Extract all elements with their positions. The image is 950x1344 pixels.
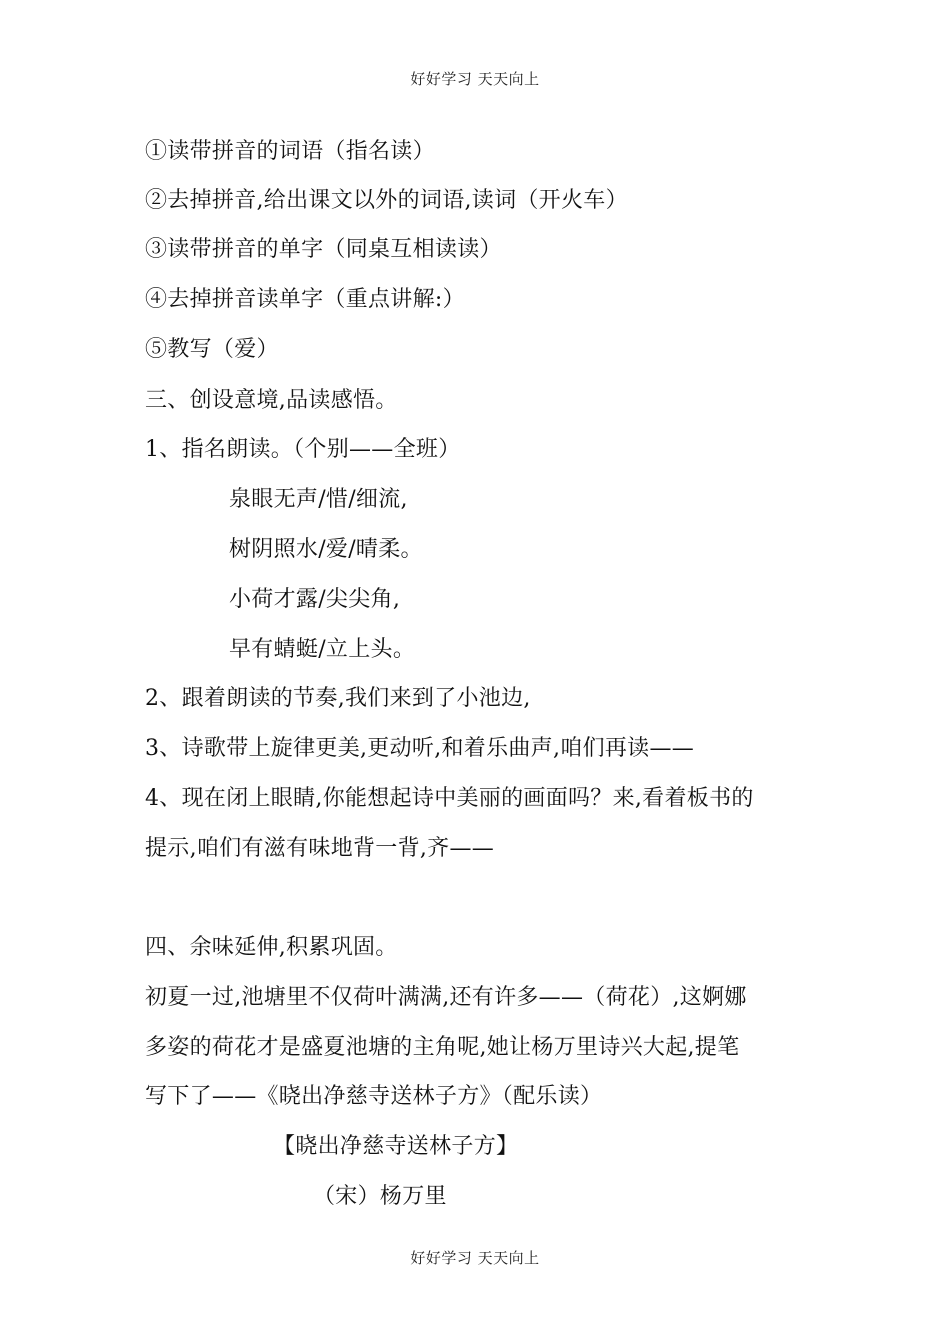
step-line-5: ⑤教写（爱）	[145, 337, 279, 362]
page-footer: 好好学习 天天向上	[410, 1249, 540, 1267]
step-line-3: ③读带拼音的单字（同桌互相读读）	[145, 237, 502, 262]
paragraph-line-1: 初夏一过,池塘里不仅荷叶满满,还有许多——（荷花）,这婀娜	[145, 985, 747, 1010]
reading-step-2: 2、跟着朗读的节奏,我们来到了小池边,	[145, 686, 531, 711]
poem-line-3: 小荷才露/尖尖角,	[229, 587, 401, 612]
paragraph-line-2: 多姿的荷花才是盛夏池塘的主角呢,她让杨万里诗兴大起,提笔	[145, 1035, 740, 1060]
reading-step-1: 1、指名朗读。（个别——全班）	[145, 437, 461, 462]
paragraph-line-3: 写下了——《晓出净慈寺送林子方》（配乐读）	[145, 1084, 603, 1109]
step-line-2: ②去掉拼音,给出课文以外的词语,读词（开火车）	[145, 188, 628, 213]
poem-line-1: 泉眼无声/惜/细流,	[229, 487, 408, 512]
poem-author: （宋）杨万里	[313, 1184, 447, 1209]
poem-line-2: 树阴照水/爱/晴柔。	[229, 537, 423, 562]
page-header: 好好学习 天天向上	[410, 70, 540, 88]
reading-step-4: 4、现在闭上眼睛,你能想起诗中美丽的画面吗？来,看着板书的	[145, 786, 754, 811]
section-heading-4: 四、余味延伸,积累巩固。	[145, 935, 398, 960]
step-line-1: ①读带拼音的词语（指名读）	[145, 139, 435, 164]
section-heading-3: 三、创设意境,品读感悟。	[145, 388, 398, 413]
poem-line-4: 早有蜻蜓/立上头。	[229, 637, 416, 662]
poem-title: 【晓出净慈寺送林子方】	[273, 1134, 519, 1159]
reading-step-3: 3、诗歌带上旋律更美,更动听,和着乐曲声,咱们再读——	[145, 736, 695, 761]
reading-step-4-cont: 提示,咱们有滋有味地背一背,齐——	[145, 836, 495, 861]
step-line-4: ④去掉拼音读单字（重点讲解:）	[145, 287, 465, 312]
